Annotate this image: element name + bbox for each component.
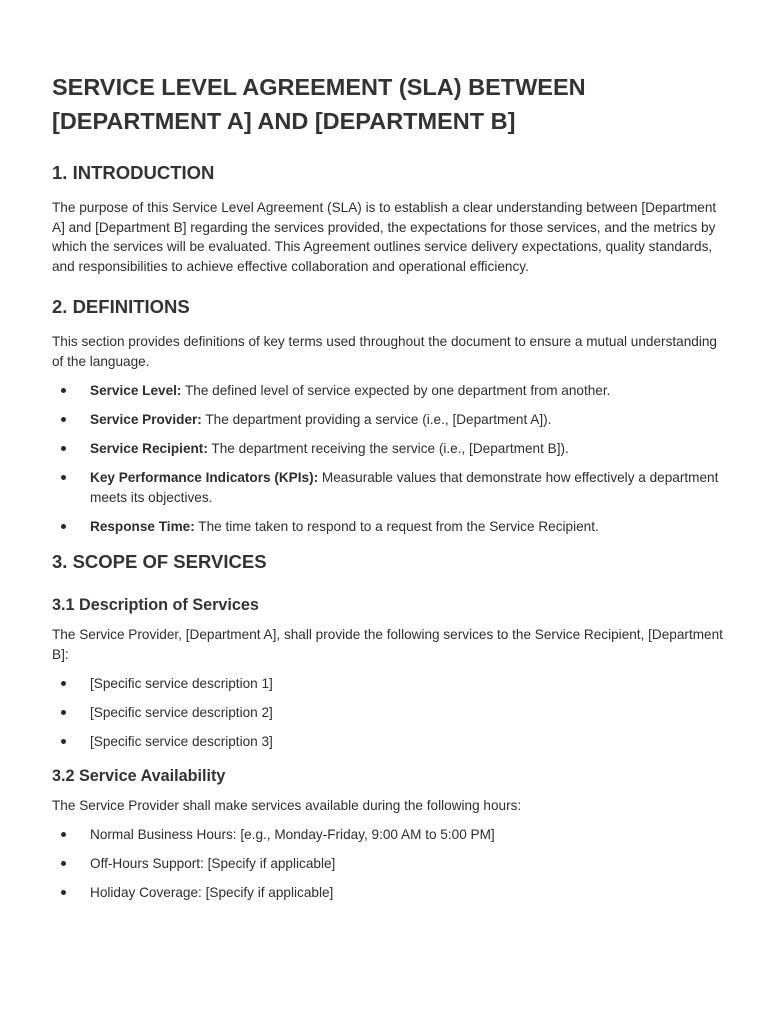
section-heading-introduction: 1. INTRODUCTION: [52, 162, 215, 183]
list-item: [52, 883, 730, 903]
description-paragraph: The Service Provider, [Department A], shall provide the following services to the Service Recipient, [Department B]:: [52, 627, 723, 662]
bullet-icon: [61, 524, 66, 529]
bullet-icon: [61, 710, 66, 715]
list-item: [52, 517, 730, 537]
list-item-text: [Specific service description 1]: [90, 676, 273, 691]
list-item-text: Normal Business Hours: [e.g., Monday-Friday, 9:00 AM to 5:00 PM]: [90, 827, 495, 842]
definition-text: The time taken to respond to a request from the Service Recipient.: [194, 518, 599, 534]
list-item: [52, 703, 730, 723]
list-item-text: [Specific service description 2]: [90, 705, 273, 720]
list-item-text: [Specific service description 3]: [90, 734, 273, 749]
definition-text: The defined level of service expected by one department from another.: [181, 383, 611, 398]
list-item-text: Holiday Coverage: [Specify if applicable]: [90, 885, 334, 900]
introduction-paragraph: The purpose of this Service Level Agreement (SLA) is to establish a clear understanding between [Department A] and [Department B] regarding the services provided, the expectations for those services, and the metrics by which the services will be evaluated. This Agreement outlines service delivery expectations, quality standards, and responsibilities to achieve effective collaboration and operational efficiency.: [52, 200, 717, 274]
definition-term: Key Performance Indicators (KPIs):: [90, 470, 319, 485]
document-title: SERVICE LEVEL AGREEMENT (SLA) BETWEEN [DEPARTMENT A] AND [DEPARTMENT B]: [52, 74, 586, 134]
definition-term: Service Recipient:: [90, 441, 208, 456]
section-scope-of-services: [52, 550, 730, 903]
availability-list: [52, 825, 730, 903]
list-item: [52, 439, 730, 459]
list-item: [52, 854, 730, 874]
bullet-icon: [61, 417, 66, 422]
subsection-service-availability: [52, 765, 730, 903]
list-item-text: Off-Hours Support: [Specify if applicable]: [90, 856, 336, 871]
bullet-icon: [61, 446, 66, 451]
list-item: [52, 674, 730, 694]
bullet-icon: [61, 861, 66, 866]
bullet-icon: [61, 739, 66, 744]
section-definitions: [52, 295, 730, 536]
bullet-icon: [61, 681, 66, 686]
section-introduction: [52, 161, 730, 276]
services-list: [52, 674, 730, 752]
definition-term: Service Level:: [90, 383, 182, 398]
document-title-block: [52, 70, 730, 138]
availability-paragraph: The Service Provider shall make services available during the following hours:: [52, 797, 522, 813]
list-item: [52, 825, 730, 845]
bullet-icon: [61, 890, 66, 895]
definitions-paragraph: This section provides definitions of key terms used throughout the document to ensure a mutual understanding of the language.: [52, 334, 717, 369]
definition-text: Measurable values that demonstrate how effectively a department meets its objectives.: [90, 470, 719, 505]
bullet-icon: [61, 475, 66, 480]
definition-term: Service Provider:: [90, 412, 202, 427]
section-heading-scope: 3. SCOPE OF SERVICES: [52, 551, 267, 572]
definition-text: The department providing a service (i.e., [Department A]).: [201, 412, 552, 427]
list-item: [52, 410, 730, 430]
definitions-list: [52, 381, 730, 536]
bullet-icon: [61, 832, 66, 837]
list-item: [52, 381, 730, 401]
subsection-heading-description: 3.1 Description of Services: [52, 596, 259, 614]
subsection-description-of-services: [52, 594, 730, 752]
section-heading-definitions: 2. DEFINITIONS: [52, 296, 190, 317]
definition-text: The department receiving the service (i.e., [Department B]).: [207, 441, 569, 456]
subsection-heading-availability: 3.2 Service Availability: [52, 766, 226, 785]
definition-term: Response Time:: [90, 518, 195, 534]
list-item: [52, 732, 730, 752]
list-item: [52, 468, 730, 507]
bullet-icon: [61, 388, 66, 393]
